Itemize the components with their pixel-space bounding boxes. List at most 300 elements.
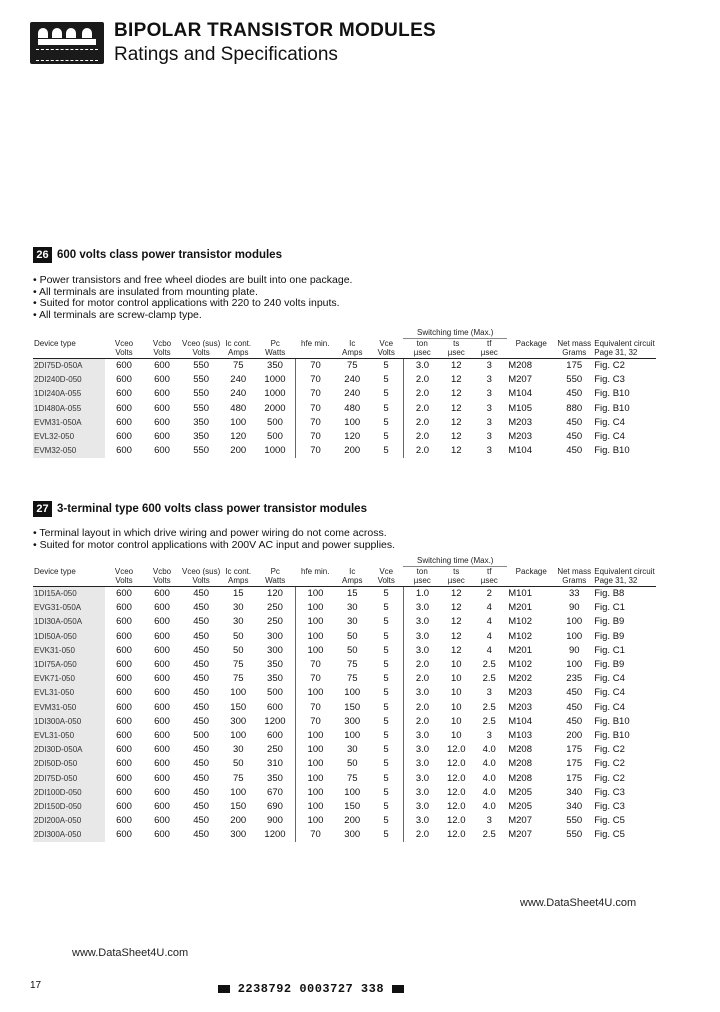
cell-ts: 12.0	[446, 758, 466, 770]
cell-vce: 5	[383, 431, 389, 443]
cell-vcbo: 600	[154, 602, 170, 614]
header-spacer	[33, 328, 105, 338]
cell-net-mass: 880	[566, 402, 583, 414]
col-header-vceo-sus: Vceo (sus)	[182, 338, 221, 348]
cell-package: M202	[508, 673, 532, 685]
col-header-tf: tf	[487, 566, 492, 576]
cell-vceo: 600	[116, 402, 132, 414]
cell-ic: 200	[344, 815, 361, 827]
cell-vceo: 600	[116, 772, 132, 784]
col-header-device-type: Device type	[34, 338, 76, 348]
cell-vcbo: 600	[154, 673, 170, 685]
cell-tf: 4.0	[482, 786, 496, 798]
cell-hfe-min: 100	[295, 743, 335, 757]
cell-ton: 2.0	[403, 373, 441, 387]
cell-equivalent-circuit: Fig. B9	[594, 630, 625, 642]
cell-device-type: 1DI240A-055	[33, 387, 105, 401]
cell-package: M101	[508, 588, 532, 600]
cell-device-type: 2DI75D-050A	[33, 358, 105, 373]
cell-device-type: EVM31-050	[33, 700, 105, 714]
cell-hfe-min: 100	[295, 728, 335, 742]
cell-ts: 10	[450, 687, 462, 699]
cell-pc: 300	[267, 644, 283, 656]
cell-pc: 900	[267, 815, 283, 827]
cell-ic-cont: 50	[232, 758, 244, 770]
cell-device-type: EVM32-050	[33, 444, 105, 458]
cell-net-mass: 175	[566, 744, 583, 756]
cell-equivalent-circuit: Fig. C1	[594, 644, 625, 656]
cell-ton: 2.0	[403, 387, 441, 401]
cell-device-type: 2DI240D-050	[33, 373, 105, 387]
barcode-block-icon	[392, 985, 404, 993]
cell-hfe-min: 70	[295, 672, 335, 686]
header-spacer	[255, 328, 295, 338]
cell-vceo-sus: 450	[193, 616, 210, 628]
cell-vceo-sus: 350	[193, 416, 210, 428]
cell-tf: 4	[486, 644, 492, 656]
cell-pc: 500	[267, 431, 283, 443]
cell-package: M105	[508, 402, 532, 414]
section-number: 26	[33, 247, 52, 263]
header-spacer	[555, 328, 593, 338]
col-header-vcbo: Vcbo	[152, 566, 172, 576]
barcode-text: 2238792 0003727 338	[237, 982, 385, 996]
cell-ton: 3.0	[403, 601, 441, 615]
cell-ic: 240	[344, 388, 361, 400]
cell-net-mass: 175	[566, 758, 583, 770]
cell-vce: 5	[383, 815, 389, 827]
cell-ts: 12	[450, 630, 462, 642]
cell-ic: 75	[346, 772, 358, 784]
col-header-hfe-min: hfe min.	[301, 338, 330, 348]
col-unit-vceo: Volts	[105, 348, 143, 358]
cell-vcbo: 600	[154, 644, 170, 656]
cell-net-mass: 340	[566, 786, 583, 798]
cell-hfe-min: 70	[295, 358, 335, 373]
col-header-vceo: Vceo	[114, 566, 134, 576]
cell-vceo-sus: 450	[193, 815, 210, 827]
col-header-package: Package	[515, 566, 547, 576]
cell-ic-cont: 480	[230, 402, 247, 414]
cell-hfe-min: 100	[295, 771, 335, 785]
cell-package: M104	[508, 715, 532, 727]
cell-hfe-min: 70	[295, 429, 335, 443]
cell-hfe-min: 100	[295, 799, 335, 813]
cell-device-type: 2DI50D-050	[33, 757, 105, 771]
cell-ic: 300	[344, 829, 361, 841]
section-26-heading	[33, 247, 282, 263]
col-unit-ic-cont: Amps	[221, 576, 255, 586]
cell-device-type: 1DI480A-055	[33, 401, 105, 415]
col-header-ts: ts	[453, 338, 460, 348]
cell-ic-cont: 30	[232, 744, 244, 756]
col-header-ic-cont: Ic cont.	[225, 566, 252, 576]
cell-vce: 5	[383, 800, 389, 812]
cell-hfe-min: 70	[295, 444, 335, 458]
col-header-tf: tf	[487, 338, 492, 348]
section-27-bullets	[33, 528, 395, 551]
cell-vcbo: 600	[154, 772, 170, 784]
table-row	[33, 387, 656, 401]
cell-vcbo: 600	[154, 445, 170, 457]
table-row	[33, 358, 656, 373]
cell-ic-cont: 75	[232, 673, 244, 685]
cell-equivalent-circuit: Fig. C5	[594, 829, 625, 841]
cell-equivalent-circuit: Fig. B10	[594, 715, 630, 727]
barcode-line	[218, 982, 404, 996]
bullet-item: • Suited for motor control applications with 200V AC input and power supplies.	[33, 538, 396, 551]
cell-vcbo: 600	[154, 829, 170, 841]
cell-ic-cont: 200	[230, 815, 247, 827]
cell-pc: 1200	[264, 829, 286, 841]
col-header-hfe-min: hfe min.	[301, 566, 330, 576]
cell-vce: 5	[383, 630, 389, 642]
cell-vceo-sus: 450	[193, 786, 210, 798]
header-spacer	[33, 556, 105, 566]
cell-vce: 5	[383, 687, 389, 699]
cell-vce: 5	[383, 829, 389, 841]
table-row	[33, 757, 656, 771]
cell-device-type: EVL31-050	[33, 686, 105, 700]
cell-ton: 1.0	[403, 586, 441, 601]
table-row	[33, 686, 656, 700]
section-title: 600 volts class power transistor modules	[57, 249, 282, 262]
cell-vceo: 600	[116, 687, 132, 699]
cell-device-type: 2DI75D-050	[33, 771, 105, 785]
cell-ic-cont: 240	[230, 388, 247, 400]
cell-vce: 5	[383, 445, 389, 457]
cell-ic-cont: 100	[230, 687, 247, 699]
cell-ton: 2.0	[403, 714, 441, 728]
cell-package: M103	[508, 729, 532, 741]
table-row	[33, 429, 656, 443]
switching-time-header: Switching time (Max.)	[403, 328, 507, 338]
table-row	[33, 643, 656, 657]
cell-device-type: 1DI75A-050	[33, 657, 105, 671]
col-header-vceo: Vceo	[114, 338, 134, 348]
cell-ic: 75	[346, 659, 358, 671]
cell-ton: 3.0	[403, 686, 441, 700]
cell-device-type: EVK71-050	[33, 672, 105, 686]
cell-ic: 75	[346, 360, 358, 372]
cell-vceo: 600	[116, 630, 132, 642]
cell-ts: 12	[450, 374, 462, 386]
cell-package: M205	[508, 786, 532, 798]
cell-net-mass: 450	[566, 445, 583, 457]
cell-vcbo: 600	[154, 701, 170, 713]
header-spacer	[335, 328, 369, 338]
cell-ts: 10	[450, 673, 462, 685]
cell-vce: 5	[383, 588, 389, 600]
cell-package: M207	[508, 829, 532, 841]
cell-equivalent-circuit: Fig. C2	[594, 758, 625, 770]
cell-package: M203	[508, 701, 532, 713]
page-subtitle: Ratings and Specifications	[114, 44, 338, 65]
cell-ic: 75	[346, 673, 358, 685]
cell-vceo: 600	[116, 744, 132, 756]
cell-tf: 2.5	[482, 659, 496, 671]
cell-ic: 240	[344, 374, 361, 386]
cell-package: M201	[508, 602, 532, 614]
cell-vceo: 600	[116, 701, 132, 713]
cell-equivalent-circuit: Fig. B10	[594, 445, 630, 457]
col-unit-vcbo: Volts	[143, 576, 181, 586]
table-row	[33, 601, 656, 615]
col-header-ic: Ic	[349, 338, 356, 348]
cell-ton: 2.0	[403, 657, 441, 671]
table-row	[33, 657, 656, 671]
cell-ic-cont: 75	[232, 360, 244, 372]
cell-pc: 350	[267, 772, 283, 784]
cell-vce: 5	[383, 616, 389, 628]
cell-ic-cont: 100	[230, 416, 247, 428]
col-unit-device-type	[33, 576, 105, 586]
cell-device-type: 2DI300A-050	[33, 828, 105, 842]
cell-tf: 4.0	[482, 758, 496, 770]
cell-tf: 3	[486, 431, 492, 443]
cell-vceo-sus: 500	[193, 729, 210, 741]
col-unit-pc: Watts	[255, 348, 295, 358]
cell-ts: 12	[450, 402, 462, 414]
cell-vce: 5	[383, 388, 389, 400]
cell-ic: 50	[346, 644, 358, 656]
cell-vceo-sus: 550	[193, 374, 210, 386]
col-unit-vcbo: Volts	[143, 348, 181, 358]
cell-equivalent-circuit: Fig. C2	[594, 772, 625, 784]
cell-vcbo: 600	[154, 687, 170, 699]
cell-net-mass: 200	[566, 729, 583, 741]
watermark-left: www.DataSheet4U.com	[72, 947, 189, 959]
cell-vceo-sus: 350	[193, 431, 210, 443]
cell-pc: 690	[267, 800, 283, 812]
cell-package: M207	[508, 815, 532, 827]
cell-net-mass: 550	[566, 374, 583, 386]
cell-package: M207	[508, 374, 532, 386]
cell-vceo-sus: 450	[193, 715, 210, 727]
cell-hfe-min: 100	[295, 814, 335, 828]
cell-vceo-sus: 550	[193, 445, 210, 457]
cell-tf: 4	[486, 630, 492, 642]
col-unit-vce: Volts	[369, 576, 403, 586]
header-spacer	[295, 328, 335, 338]
cell-ts: 12	[450, 588, 462, 600]
cell-vceo: 600	[116, 829, 132, 841]
page-title: BIPOLAR TRANSISTOR MODULES	[114, 20, 437, 41]
cell-vce: 5	[383, 644, 389, 656]
cell-pc: 1000	[264, 388, 286, 400]
col-unit-ton: µsec	[403, 576, 441, 586]
cell-equivalent-circuit: Fig. C4	[594, 687, 625, 699]
cell-vceo-sus: 550	[193, 388, 210, 400]
header-spacer	[295, 556, 335, 566]
cell-ic-cont: 150	[230, 701, 247, 713]
cell-ts: 12.0	[446, 829, 466, 841]
cell-tf: 3	[486, 360, 492, 372]
cell-ton: 3.0	[403, 771, 441, 785]
cell-vce: 5	[383, 758, 389, 770]
cell-vceo-sus: 450	[193, 659, 210, 671]
cell-net-mass: 100	[566, 659, 583, 671]
cell-equivalent-circuit: Fig. C1	[594, 602, 625, 614]
cell-package: M208	[508, 360, 532, 372]
cell-equivalent-circuit: Fig. C3	[594, 800, 625, 812]
cell-ic: 100	[344, 729, 361, 741]
col-header-ton: ton	[416, 566, 428, 576]
col-unit-ic-cont: Amps	[221, 348, 255, 358]
col-header-package: Package	[515, 338, 547, 348]
cell-hfe-min: 70	[295, 657, 335, 671]
cell-hfe-min: 70	[295, 415, 335, 429]
cell-device-type: EVG31-050A	[33, 601, 105, 615]
cell-vcbo: 600	[154, 659, 170, 671]
section-26-bullets	[33, 275, 352, 321]
table-row	[33, 586, 656, 601]
cell-tf: 2	[486, 588, 492, 600]
cell-ts: 12	[450, 360, 462, 372]
cell-ts: 12	[450, 416, 462, 428]
cell-ic: 15	[346, 588, 358, 600]
cell-ts: 12.0	[446, 772, 466, 784]
header-spacer	[593, 556, 655, 566]
cell-ton: 3.0	[403, 814, 441, 828]
cell-tf: 4.0	[482, 772, 496, 784]
cell-pc: 2000	[264, 402, 286, 414]
cell-vceo-sus: 450	[193, 673, 210, 685]
cell-vceo: 600	[116, 374, 132, 386]
col-unit-hfe-min	[295, 348, 335, 358]
cell-ic: 30	[346, 616, 358, 628]
col-unit-ts: µsec	[441, 348, 471, 358]
cell-ic-cont: 30	[232, 602, 244, 614]
header-spacer	[181, 556, 221, 566]
cell-vcbo: 600	[154, 360, 170, 372]
cell-vce: 5	[383, 416, 389, 428]
header-spacer	[221, 328, 255, 338]
cell-equivalent-circuit: Fig. C2	[594, 744, 625, 756]
col-unit-pc: Watts	[255, 576, 295, 586]
col-header-pc: Pc	[270, 566, 280, 576]
cell-tf: 2.5	[482, 673, 496, 685]
cell-tf: 3	[486, 687, 492, 699]
cell-tf: 2.5	[482, 829, 496, 841]
col-unit-hfe-min	[295, 576, 335, 586]
cell-equivalent-circuit: Fig. C3	[594, 374, 625, 386]
cell-net-mass: 550	[566, 815, 583, 827]
cell-vceo-sus: 550	[193, 402, 210, 414]
cell-vcbo: 600	[154, 786, 170, 798]
cell-vceo: 600	[116, 729, 132, 741]
cell-ton: 2.0	[403, 700, 441, 714]
cell-hfe-min: 70	[295, 714, 335, 728]
cell-vcbo: 600	[154, 402, 170, 414]
col-header-vce: Vce	[379, 566, 394, 576]
cell-ic-cont: 150	[230, 800, 247, 812]
cell-tf: 3	[486, 402, 492, 414]
col-unit-net-mass: Grams	[555, 576, 593, 586]
cell-vceo-sus: 450	[193, 588, 210, 600]
cell-tf: 4.0	[482, 744, 496, 756]
cell-package: M201	[508, 644, 532, 656]
cell-ton: 3.0	[403, 728, 441, 742]
cell-equivalent-circuit: Fig. C2	[594, 360, 625, 372]
cell-ic: 30	[346, 602, 358, 614]
col-header-equivalent-circuit: Equivalent circuit	[594, 338, 655, 348]
cell-ic: 50	[346, 630, 358, 642]
cell-hfe-min: 70	[295, 828, 335, 842]
col-unit-equivalent-circuit: Page 31, 32	[593, 576, 655, 586]
col-unit-ic: Amps	[335, 348, 369, 358]
cell-ton: 2.0	[403, 415, 441, 429]
cell-vceo: 600	[116, 786, 132, 798]
cell-hfe-min: 100	[295, 757, 335, 771]
cell-device-type: 2DI150D-050	[33, 799, 105, 813]
table-row	[33, 771, 656, 785]
header-spacer	[221, 556, 255, 566]
cell-vce: 5	[383, 659, 389, 671]
cell-hfe-min: 100	[295, 629, 335, 643]
table-row	[33, 785, 656, 799]
cell-ic-cont: 75	[232, 772, 244, 784]
cell-vce: 5	[383, 729, 389, 741]
header-spacer	[105, 328, 143, 338]
cell-tf: 2.5	[482, 701, 496, 713]
cell-hfe-min: 70	[295, 700, 335, 714]
cell-ton: 2.0	[403, 672, 441, 686]
cell-ton: 3.0	[403, 785, 441, 799]
cell-vceo: 600	[116, 673, 132, 685]
cell-package: M203	[508, 416, 532, 428]
cell-ic-cont: 15	[232, 588, 244, 600]
header-spacer	[335, 556, 369, 566]
cell-package: M208	[508, 744, 532, 756]
cell-ton: 3.0	[403, 615, 441, 629]
cell-tf: 4.0	[482, 800, 496, 812]
cell-vce: 5	[383, 402, 389, 414]
cell-vceo: 600	[116, 388, 132, 400]
cell-device-type: EVM31-050A	[33, 415, 105, 429]
col-unit-tf: µsec	[471, 348, 507, 358]
table-row	[33, 444, 656, 458]
cell-ts: 10	[450, 659, 462, 671]
cell-net-mass: 450	[566, 715, 583, 727]
cell-pc: 500	[267, 687, 283, 699]
table-row	[33, 373, 656, 387]
cell-ts: 10	[450, 715, 462, 727]
header-spacer	[593, 328, 655, 338]
cell-tf: 3	[486, 729, 492, 741]
cell-ts: 12	[450, 445, 462, 457]
cell-tf: 4	[486, 616, 492, 628]
col-unit-vce: Volts	[369, 348, 403, 358]
cell-vceo: 600	[116, 360, 132, 372]
cell-ton: 3.0	[403, 799, 441, 813]
cell-vceo: 600	[116, 431, 132, 443]
cell-net-mass: 100	[566, 616, 583, 628]
cell-package: M102	[508, 659, 532, 671]
header-spacer	[143, 556, 181, 566]
col-header-ic: Ic	[349, 566, 356, 576]
cell-ton: 3.0	[403, 629, 441, 643]
table-row	[33, 672, 656, 686]
cell-hfe-min: 70	[295, 401, 335, 415]
cell-vceo-sus: 450	[193, 687, 210, 699]
cell-vceo: 600	[116, 800, 132, 812]
cell-pc: 600	[267, 701, 283, 713]
cell-ic: 30	[346, 744, 358, 756]
section-title: 3-terminal type 600 volts class power transistor modules	[57, 503, 367, 516]
section-number: 27	[33, 501, 52, 517]
cell-package: M203	[508, 687, 532, 699]
